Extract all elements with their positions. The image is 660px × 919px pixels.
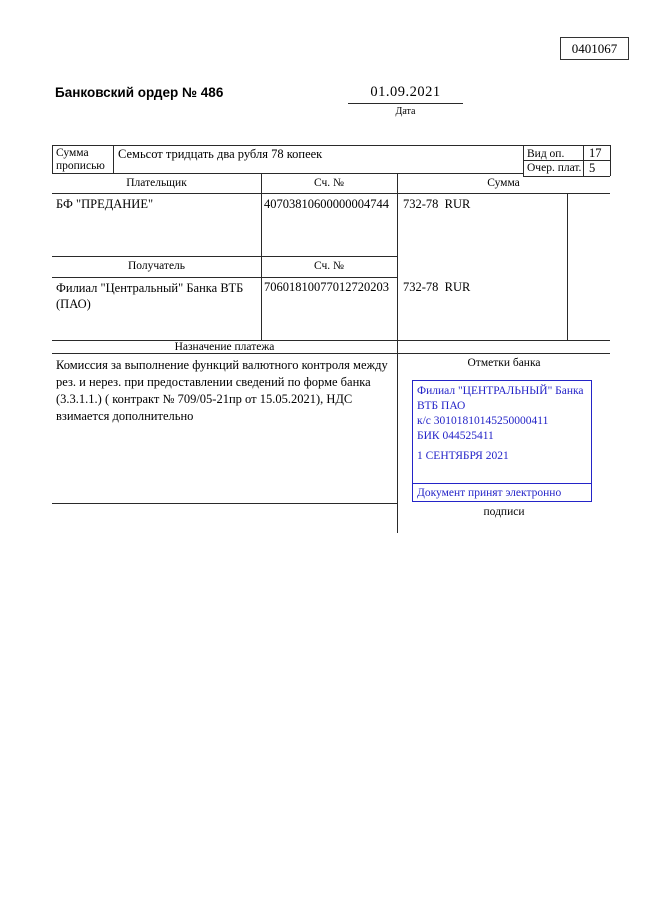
optype-left-border <box>523 145 524 176</box>
payer-account: 40703810600000004744 <box>264 197 389 211</box>
payer-amount: 732-78 RUR <box>403 197 471 211</box>
stamp-separator-line <box>413 483 591 484</box>
payee-account-header: Сч. № <box>313 260 345 272</box>
payee-name: Филиал "Центральный" Банка ВТБ (ПАО) <box>56 281 244 311</box>
sum-words-label: Сумма прописью <box>56 147 105 172</box>
sum-label-right-border <box>113 145 114 173</box>
payer-account-header: Сч. № <box>313 177 345 189</box>
optype-mid-vertical <box>583 145 584 176</box>
payee-account: 70601810077012720203 <box>264 280 389 294</box>
stamp-footer: Документ принят электронно <box>417 487 562 499</box>
purpose-text: Комиссия за выполнение функций валютного контроля между рез. и нерез. при предоставлении сведений по форме банка (3.3.1.1.) ( контракт № 709/05-21пр от 15.05.2021), НДС взимается дополнительно <box>56 358 388 423</box>
signatures-label: подписи <box>483 506 525 518</box>
sum-words-value: Семьсот тридцать два рубля 78 копеек <box>118 147 323 161</box>
account-sum-divider <box>397 173 398 533</box>
payer-header: Плательщик <box>126 177 187 189</box>
purpose-header: Назначение платежа <box>174 341 275 353</box>
stamp-correspondent-account: к/с 30101810145250000411 <box>417 415 549 427</box>
sum-header: Сумма <box>487 177 520 189</box>
sum-column-divider <box>567 193 568 340</box>
priority-value: 5 <box>589 161 596 175</box>
table-top-border <box>52 145 610 146</box>
bank-marks-header: Отметки банка <box>467 357 541 369</box>
form-code-box <box>560 37 629 60</box>
sum-label-left-border <box>52 145 53 173</box>
date-underline <box>348 103 463 104</box>
document-date: 01.09.2021 <box>370 84 441 100</box>
payer-name: БФ "ПРЕДАНИЕ" <box>56 197 154 211</box>
op-type-value: 17 <box>589 146 602 160</box>
payee-amount: 732-78 RUR <box>403 280 471 294</box>
header-row-bottom-border <box>52 193 610 194</box>
form-code: 0401067 <box>571 40 618 56</box>
stamp-line-2: ВТБ ПАО <box>417 400 466 412</box>
priority-label: Очер. плат. <box>527 162 582 174</box>
date-label: Дата <box>395 106 416 117</box>
purpose-cell-bottom-border <box>52 503 398 504</box>
optype-right-border <box>610 145 611 176</box>
document-title: Банковский ордер № 486 <box>55 85 224 100</box>
payee-header-top-border <box>52 256 397 257</box>
stamp-bik: БИК 044525411 <box>417 430 494 442</box>
name-account-divider <box>261 173 262 340</box>
stamp-date: 1 СЕНТЯБРЯ 2021 <box>417 450 509 462</box>
payee-header-bottom-border <box>52 277 397 278</box>
stamp-line-1: Филиал "ЦЕНТРАЛЬНЫЙ" Банка <box>417 385 584 397</box>
row1-bottom-border <box>52 173 523 174</box>
payee-header: Получатель <box>127 260 186 272</box>
op-type-label: Вид оп. <box>527 148 565 160</box>
